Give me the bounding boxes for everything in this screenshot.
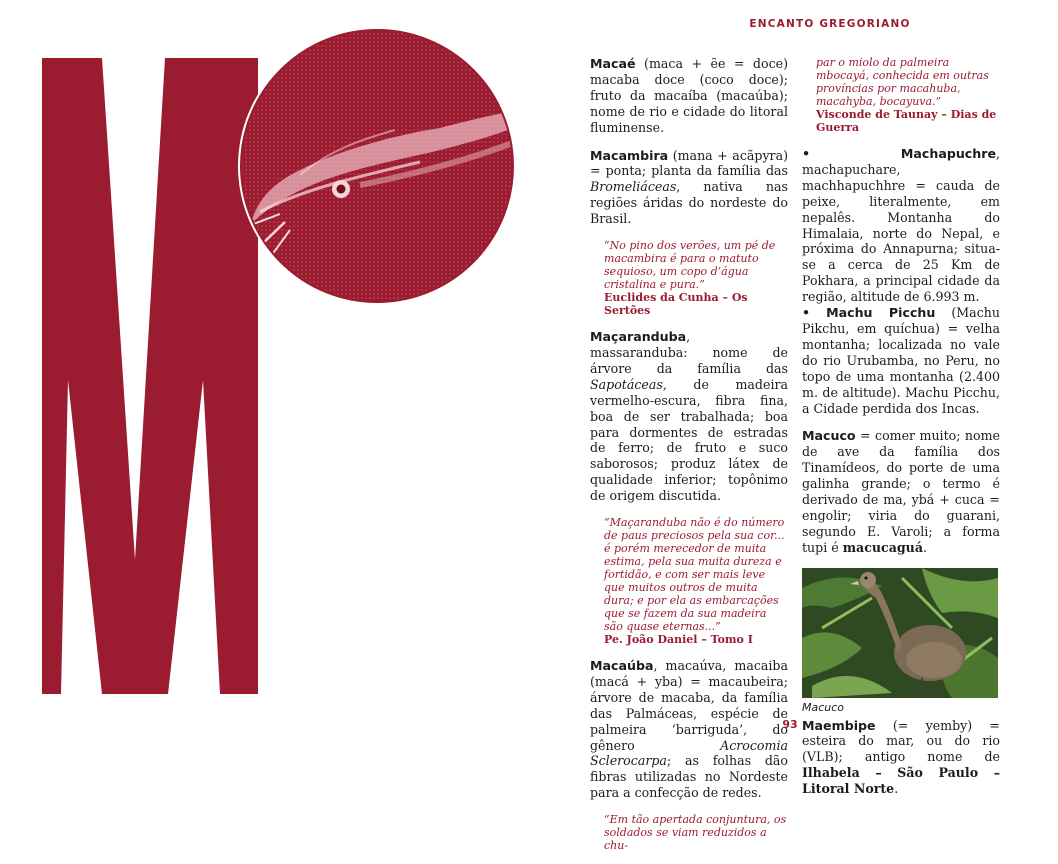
entry-term: Maçaranduba [590, 329, 687, 345]
entry-definition: = comer muito; nome de ave da família dos Tinamídeos, do porte de uma galinha grande; o termo é derivado de ma, ybá + cuca = engolir; viria do guarani, segundo E. Varoli; a forma tupi é [802, 428, 1000, 555]
page-number: 93 [782, 718, 798, 731]
entry-definition: ; as folhas dão fibras utilizadas no Nordeste para a confecção de redes. [590, 753, 788, 801]
entry-term: Macaúba [590, 658, 654, 674]
entry-definition: . [923, 539, 928, 555]
entry-term: Macaé [590, 56, 636, 71]
fish-photo [230, 20, 530, 320]
entry-term: Maembipe [802, 717, 876, 733]
bullet: • [802, 305, 811, 321]
quote-source: Euclides da Cunha – Os Sertões [604, 291, 748, 318]
macuco-photo [802, 568, 998, 698]
entry-macaranduba [590, 329, 788, 504]
entry-machapuchre [802, 146, 1000, 305]
entry-macae [590, 56, 788, 136]
running-header: ENCANTO GREGORIANO [749, 18, 911, 30]
entry-definition: (= yemby) = esteira do mar, ou do rio (VLB); antigo nome de [802, 717, 1000, 765]
bullet: • [802, 146, 811, 161]
quote-text: “Maçaranduba não é do número de paus preciosos pela sua cor... é porém merecedor de muita estima, pela sua muita dureza e fortidão, e com ser mais leve que muitos outros de muita dura; e por ela as embarcações que se fazem da sua madeira são quase eternas...” [604, 516, 785, 634]
quote-text: “No pino dos verões, um pé de macambira é para o matuto sequioso, um copo d’água cristalina e pura.” [604, 239, 776, 292]
entry-definition: (maca + ẽe = doce) macaba doce (coco doce); fruto da macaíba (macaúba); nome de rio e cidade do litoral fluminense. [590, 56, 788, 135]
entry-macauba [590, 658, 788, 801]
entry-definition: , machapuchare, machhapuchhre = cauda de peixe, literalmente, em nepalês. Montanha do Himalaia, norte do Nepal, e próxima do Annapurna; situa-se a cerca de 25 Km de Pokhara, a principal cidade da região, altitude de 6.993 m. [802, 146, 1000, 305]
entry-definition: , nativa nas regiões áridas do nordeste do Brasil. [590, 179, 788, 227]
entry-maembipe [802, 718, 1000, 798]
quote-text: “Em tão apertada conjuntura, os soldados se viam reduzidos a chu- [604, 813, 787, 853]
text-column-right [802, 56, 1000, 809]
entry-term: Macambira [590, 147, 669, 163]
entry-italic: Bromeliáceas [590, 179, 677, 195]
photo-caption: Macuco [802, 700, 845, 714]
entry-bold: Ilhabela – São Paulo – Litoral Norte [802, 765, 1000, 797]
quote-text: par o miolo da palmeira mbocayá, conhecida em outras províncias por macahuba, macahyba, bocayuva.” [816, 56, 989, 108]
quote-taunay-start [604, 813, 788, 852]
entry-term: Macuco [802, 428, 856, 444]
entry-term: Machu Picchu [826, 305, 936, 321]
entry-definition: (Machu Pikchu, em quíchua) = velha montanha; localizada no vale do rio Urubamba, no Peru, no topo de uma montanha (2.400 m. de altitude). Machu Picchu, a Cidade perdida dos Incas. [802, 305, 1000, 416]
entry-macambira [590, 148, 788, 228]
entry-italic: Sapotáceas [590, 376, 663, 392]
text-column-left [590, 56, 788, 864]
entry-term: Machapuchre [900, 146, 996, 161]
entry-definition: . [894, 781, 899, 797]
entry-definition: (mana + acãpyra) = ponta; planta da família das [590, 147, 788, 179]
entry-definition: , de madeira vermelho-escura, fibra fina, boa de ser trabalhada; boa para dormentes de estradas de ferro; de fruto e suco saborosos; produz látex de qualidade inferior; topônimo de origem discutida. [590, 376, 788, 504]
letter-m-shape [42, 58, 258, 694]
quote-euclides [604, 239, 788, 317]
quote-source: Visconde de Taunay – Dias de Guerra [816, 108, 997, 134]
entry-italic: Acrocomia Sclerocarpa [590, 737, 788, 769]
entry-macuco [802, 428, 1000, 555]
entry-bold: macucaguá [842, 539, 923, 555]
entry-definition: , massaranduba: nome de árvore da família das [590, 329, 788, 376]
quote-source: Pe. João Daniel – Tomo I [604, 633, 753, 647]
quote-taunay-end [816, 56, 1000, 134]
quote-joao-daniel [604, 516, 788, 646]
entry-definition: , macaúva, macaiba (macá + yba) = macaubeira; árvore de macaba, da família das Palmáceas, espécie de palmeira ‘barriguda’, do gênero [590, 658, 788, 753]
entry-machu-picchu [802, 305, 1000, 416]
drop-letter-m [0, 0, 560, 756]
